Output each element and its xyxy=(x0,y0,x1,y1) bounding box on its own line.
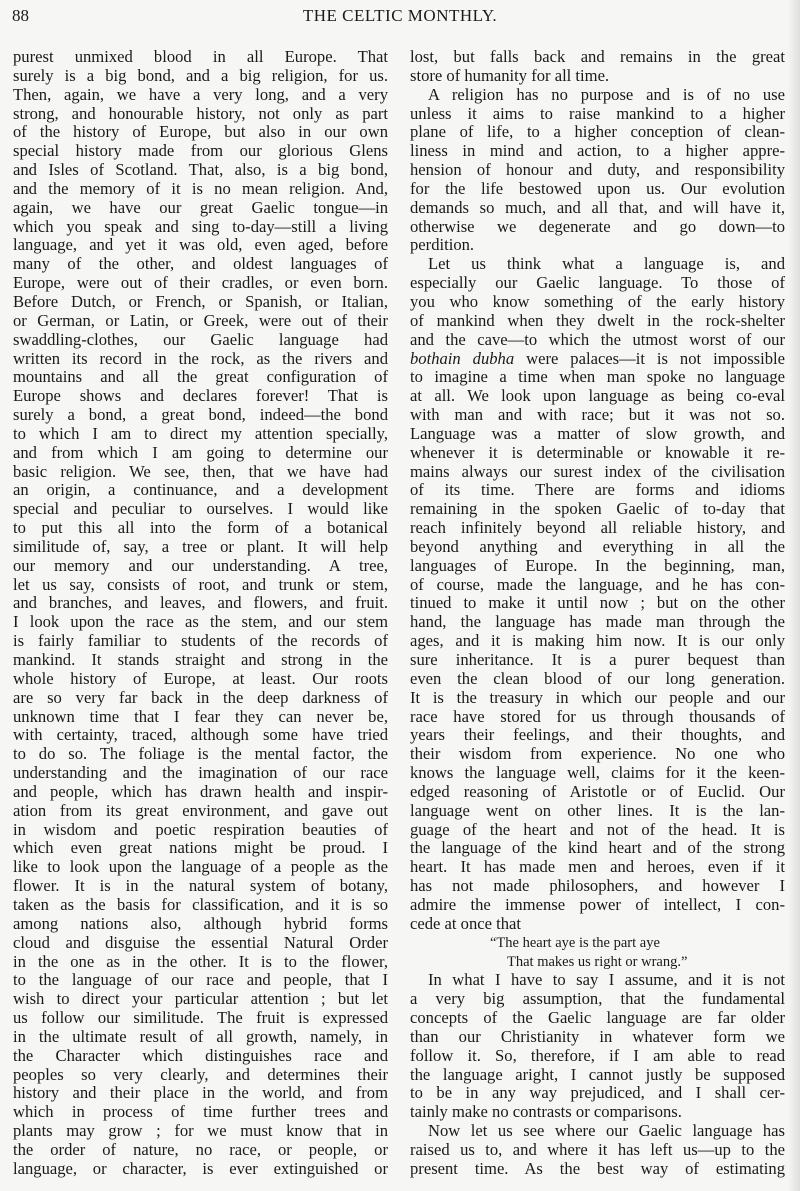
text-line: a very big assumption, that the fundamental xyxy=(410,989,785,1009)
text-line: present time. As the best way of estimating xyxy=(410,1158,785,1178)
right-column xyxy=(410,48,785,1179)
text-line: especially our Gaelic language. To those of xyxy=(410,273,785,293)
text-line: surely is a big bond, and a big religion, for us. xyxy=(13,65,388,85)
text-line: which even great nations might be proud. I xyxy=(13,838,388,858)
text-line: race have stored for us through thousands of xyxy=(410,706,785,726)
text-line: cede at once that xyxy=(410,913,522,933)
text-line: at all. We look upon language as being co-eval xyxy=(410,386,785,406)
text-line: their wisdom from experience. No one who xyxy=(410,744,785,764)
text-line: which you speak and sing to-day—still a living xyxy=(13,216,388,236)
text-line: and people, which has drawn health and inspir- xyxy=(13,781,388,801)
text-line: let us say, consists of root, and trunk or stem, xyxy=(13,574,388,594)
text-line: lost, but falls back and remains in the great xyxy=(410,47,785,66)
text-line: to be in any way prejudiced, and I shall cer- xyxy=(410,1083,785,1103)
text-line: the language aright, I cannot justly be supposed xyxy=(410,1064,785,1084)
text-line: unless it aims to raise mankind to a higher xyxy=(410,103,785,123)
text-line: and Isles of Scotland. That, also, is a big bond, xyxy=(13,160,388,180)
text-line: I look upon the race as the stem, and our stem xyxy=(13,612,388,632)
text-line: years their feelings, and their thoughts, and xyxy=(410,725,785,745)
text-line: whenever it is determinable or knowable it re- xyxy=(410,442,785,462)
text-line: in the one as in the other. It is to the flower, xyxy=(13,951,388,971)
left-column xyxy=(13,48,388,1179)
text-line: strong, and honourable history, not only as part xyxy=(13,103,388,123)
text-line: understanding and the imagination of our race xyxy=(13,763,388,783)
text-line: Europe shows and declares forever! That is xyxy=(13,386,388,406)
text-line: wish to direct your particular attention ; but let xyxy=(13,989,388,1009)
text-line: us follow our similitude. The fruit is expressed xyxy=(13,1008,388,1028)
text-line: to put this all into the form of a botanical xyxy=(13,518,388,538)
text-line: heart. It has made men and heroes, even if it xyxy=(410,857,785,877)
text-line: store of humanity for all time. xyxy=(410,65,610,85)
text-line: surely a bond, a great bond, indeed—the bond xyxy=(13,405,388,425)
text-line: demands so much, and all that, and will have it, xyxy=(410,197,785,217)
text-line: language went on other lines. It is the lan- xyxy=(410,800,785,820)
text-line: special and peculiar to ourselves. I would like xyxy=(13,499,388,519)
text-line: an origin, a continuance, and a development xyxy=(13,480,388,500)
text-line: otherwise we degenerate and go down—to xyxy=(410,216,785,236)
text-line: among nations also, although hybrid forms xyxy=(13,913,388,933)
text-line: remaining in the spoken Gaelic of to-day that xyxy=(410,499,785,519)
text-line: Europe, were out of their cradles, or even born. xyxy=(13,273,388,293)
text-line: plants may grow ; for we must know that in xyxy=(13,1121,388,1141)
text-line: guage of the heart and not of the head. It is xyxy=(410,819,785,839)
text-line: Then, again, we have a very long, and a very xyxy=(13,84,388,104)
text-line: perdition. xyxy=(410,235,475,255)
text-line: swaddling-clothes, our Gaelic language had xyxy=(13,329,388,349)
text-line: purest unmixed blood in all Europe. That xyxy=(13,47,388,66)
text-line: in wisdom and poetic respiration beauties of xyxy=(13,819,388,839)
text-line: follow it. So, therefore, if I am able to read xyxy=(410,1045,785,1065)
text-line: unknown time that I fear they can never be, xyxy=(13,706,388,726)
text-line: the order of nature, no race, or people, or xyxy=(13,1139,388,1159)
text-line: language, or character, is ever extinguished or xyxy=(13,1158,388,1178)
text-line: the Character which distinguishes race and xyxy=(13,1045,388,1065)
text-line: of mankind when they dwelt in the rock-shelter xyxy=(410,310,785,330)
text-line: are so very far back in the deep darkness of xyxy=(13,687,388,707)
text-line: and branches, and leaves, and flowers, and fruit. xyxy=(13,593,388,613)
text-line: beyond anything and everything in all the xyxy=(410,536,785,556)
text-line: cloud and disguise the essential Natural Order xyxy=(13,932,388,952)
text-line: you who know something of the early history xyxy=(410,291,785,311)
text-line: which in process of time further trees and xyxy=(13,1102,388,1122)
text-line: edged reasoning of Aristotle or of Euclid. Our xyxy=(410,781,785,801)
text-line: similitude of, say, a tree or plant. It will help xyxy=(13,536,388,556)
text-line: of course, made the language, and he has con- xyxy=(410,574,785,594)
text-line: It is the treasury in which our people and our xyxy=(410,687,785,707)
text-line: tinued to make it until now ; but on the other xyxy=(410,593,785,613)
text-line: or German, or Latin, or Greek, were out of their xyxy=(13,310,388,330)
text-line: to imagine a time when man spoke no language xyxy=(410,367,785,387)
text-line: than our Christianity in whatever form we xyxy=(410,1026,785,1046)
text-line: again, we have our great Gaelic tongue—in xyxy=(13,197,388,217)
text-line: is fairly familiar to students of the records of xyxy=(13,631,388,651)
text-line: flower. It is in the natural system of botany, xyxy=(13,876,388,896)
text-line: ation from its great environment, and gave out xyxy=(13,800,388,820)
text-line: special history made from our glorious Glens xyxy=(13,141,388,161)
text-line: A religion has no purpose and is of no use xyxy=(428,84,785,104)
text-line: of its time. There are forms and idioms xyxy=(410,480,785,500)
text-line: to do so. The foliage is the mental factor, the xyxy=(13,744,388,764)
text-line: language, and yet it was old, even aged, before xyxy=(13,235,388,255)
text-line: plane of life, to a higher conception of clean- xyxy=(410,122,785,142)
text-line: to which I am to direct my attention specially, xyxy=(13,423,388,443)
text-line: peoples so very clearly, and determines their xyxy=(13,1064,388,1084)
text-line: Now let us see where our Gaelic language has xyxy=(428,1121,785,1141)
text-line: and the cave—to which the utmost worst of our xyxy=(410,329,785,349)
text-line: basic religion. We see, then, that we have had xyxy=(13,461,388,481)
page-number: 88 xyxy=(12,6,29,25)
text-line: has not made philosophers, and however I xyxy=(410,876,785,896)
text-line: like to look upon the language of a people as the xyxy=(13,857,388,877)
text-line: mankind. It stands straight and strong in the xyxy=(13,650,388,669)
quotation-line: “The heart aye is the part aye xyxy=(490,934,660,951)
text-line: for the life bestowed upon us. Our evolution xyxy=(410,178,785,198)
text-line: sure inheritance. It is a purer bequest than xyxy=(410,650,785,669)
text-line: mountains and all the great configuration of xyxy=(13,367,388,387)
italic-gaelic-phrase: bothain dubha xyxy=(410,348,515,368)
text-line: admire the immense power of intellect, I con- xyxy=(410,894,785,914)
text-line: and the memory of it is no mean religion. And, xyxy=(13,178,388,198)
text-line: knows the language well, claims for it the keen- xyxy=(410,763,785,783)
text-line: history and their place in the world, and from xyxy=(13,1083,388,1103)
quotation-line: That makes us right or wrang.” xyxy=(507,953,688,970)
text-line: hension of honour and duty, and responsibility xyxy=(410,160,785,180)
text-line: Before Dutch, or French, or Spanish, or Italian, xyxy=(13,291,388,311)
text-line: mains always our surest index of the civilisation xyxy=(410,461,785,481)
text-fragment: were palaces—it is not impossible xyxy=(514,348,785,368)
text-line: Let us think what a language is, and xyxy=(428,254,785,274)
text-line: many of the other, and oldest languages of xyxy=(13,254,388,274)
text-line: to the language of our race and people, that I xyxy=(13,970,388,990)
text-line: the language of the kind heart and of the strong xyxy=(410,838,785,858)
text-line xyxy=(410,350,785,369)
text-line: of the history of Europe, but also in our own xyxy=(13,122,388,142)
text-line: written its record in the rock, as the rivers and xyxy=(13,348,388,368)
text-line: and from which I am going to determine our xyxy=(13,442,388,462)
text-line: with man and with race; but it was not so. xyxy=(410,405,785,425)
text-line: In what I have to say I assume, and it is not xyxy=(428,970,785,990)
text-line: tainly make no contrasts or comparisons. xyxy=(410,1102,682,1122)
text-line: whole history of Europe, at least. Our roots xyxy=(13,668,388,688)
text-line: concepts of the Gaelic language are far older xyxy=(410,1008,785,1028)
text-line: liness in mind and action, to a higher appre- xyxy=(410,141,785,161)
text-line: languages of Europe. In the beginning, man, xyxy=(410,555,785,575)
running-title: THE CELTIC MONTHLY. xyxy=(302,6,498,25)
text-line: raised us to, and where it has left us—up to the xyxy=(410,1139,785,1159)
text-line: in the ultimate result of all growth, namely, in xyxy=(13,1026,388,1046)
text-line: ages, and it is making him now. It is our only xyxy=(410,631,785,651)
text-line: our memory and our understanding. A tree, xyxy=(13,555,388,575)
page-edge-shadow xyxy=(788,0,800,1191)
text-line: hand, the language has made man through the xyxy=(410,612,785,632)
page-header xyxy=(0,4,800,30)
text-line: taken as the basis for classification, and it is so xyxy=(13,894,388,914)
text-line: reach infinitely beyond all reliable history, and xyxy=(410,518,785,538)
text-line: Language was a matter of slow growth, and xyxy=(410,423,785,443)
text-line: even the clean blood of our long generation. xyxy=(410,668,785,688)
text-line: with certainty, traced, although some have tried xyxy=(13,725,388,745)
